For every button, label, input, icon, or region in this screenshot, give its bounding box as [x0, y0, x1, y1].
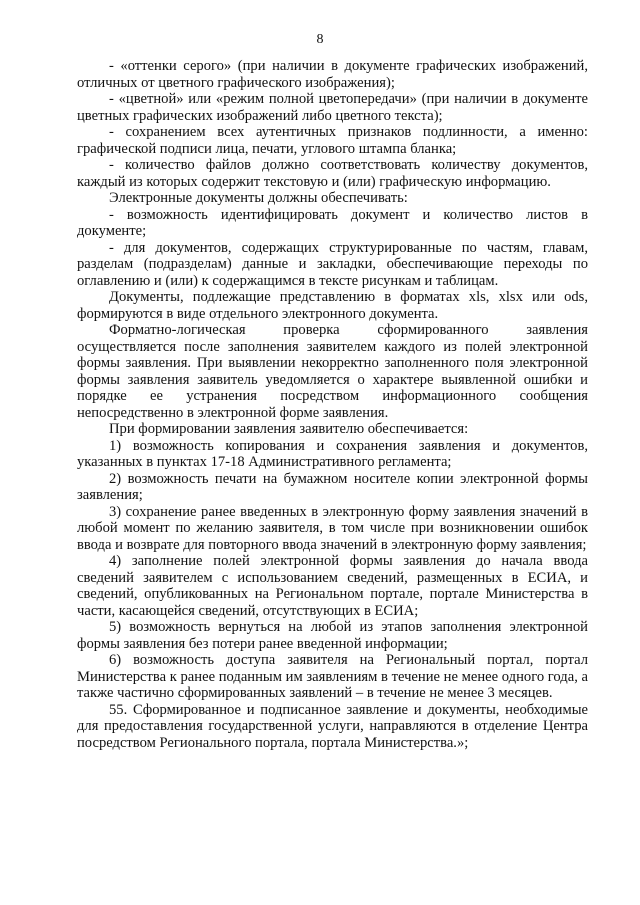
paragraph: Документы, подлежащие представлению в форматах xls, xlsx или ods, формируются в виде отдельного электронного документа.	[77, 289, 588, 322]
paragraph: - возможность идентифицировать документ и количество листов в документе;	[77, 206, 588, 239]
paragraph: 5) возможность вернуться на любой из этапов заполнения электронной формы заявления без потери ранее введенной информации;	[77, 619, 588, 652]
paragraph: - количество файлов должно соответствовать количеству документов, каждый из которых содержит текстовую и (или) графическую информацию.	[77, 157, 588, 190]
paragraph: - «цветной» или «режим полной цветопередачи» (при наличии в документе цветных графических изображений либо цветного текста);	[77, 91, 588, 124]
paragraph: 6) возможность доступа заявителя на Региональный портал, портал Министерства к ранее поданным им заявлениям в течение не менее одного года, а также частично сформированных заявлений – в течение не менее 3 месяцев.	[77, 652, 588, 701]
document-body	[77, 58, 588, 751]
paragraph: Электронные документы должны обеспечивать:	[109, 190, 408, 206]
paragraph: 55. Сформированное и подписанное заявление и документы, необходимые для предоставления государственной услуги, направляются в отделение Центра посредством Регионального портала, портала Министерства.»;	[77, 701, 588, 751]
paragraph: 4) заполнение полей электронной формы заявления до начала ввода сведений заявителем с использованием сведений, размещенных в ЕСИА, и сведений, опубликованных на Региональном портале, портале Министерства в части, касающейся сведений, отсутствующих в ЕСИА;	[77, 553, 588, 619]
page-number: 8	[316, 32, 324, 47]
paragraph: 3) сохранение ранее введенных в электронную форму заявления значений в любой момент по желанию заявителя, в том числе при возникновении ошибок ввода и возврате для повторного ввода значений в электронную форму заявления;	[77, 503, 588, 553]
paragraph: При формировании заявления заявителю обеспечивается:	[109, 421, 469, 437]
paragraph: - «оттенки серого» (при наличии в документе графических изображений, отличных от цветного графического изображения);	[77, 58, 588, 91]
paragraph: 2) возможность печати на бумажном носителе копии электронной формы заявления;	[77, 470, 588, 503]
paragraph: Форматно-логическая проверка сформированного заявления осуществляется после заполнения заявителем каждого из полей электронной формы заявления. При выявлении некорректно заполненного поля электронной формы заявления заявитель уведомляется о характере выявленной ошибки и порядке ее устранения посредством информационного сообщения непосредственно в электронной форме заявления.	[77, 322, 588, 421]
paragraph: - для документов, содержащих структурированные по частям, главам, разделам (подразделам) данные и закладки, обеспечивающие переходы по оглавлению и (или) к содержащимся в тексте рисункам и таблицам.	[77, 239, 588, 289]
paragraph: - сохранением всех аутентичных признаков подлинности, а именно: графической подписи лица, печати, углового штампа бланка;	[77, 124, 588, 157]
paragraph: 1) возможность копирования и сохранения заявления и документов, указанных в пунктах 17-18 Административного регламента;	[77, 437, 588, 470]
